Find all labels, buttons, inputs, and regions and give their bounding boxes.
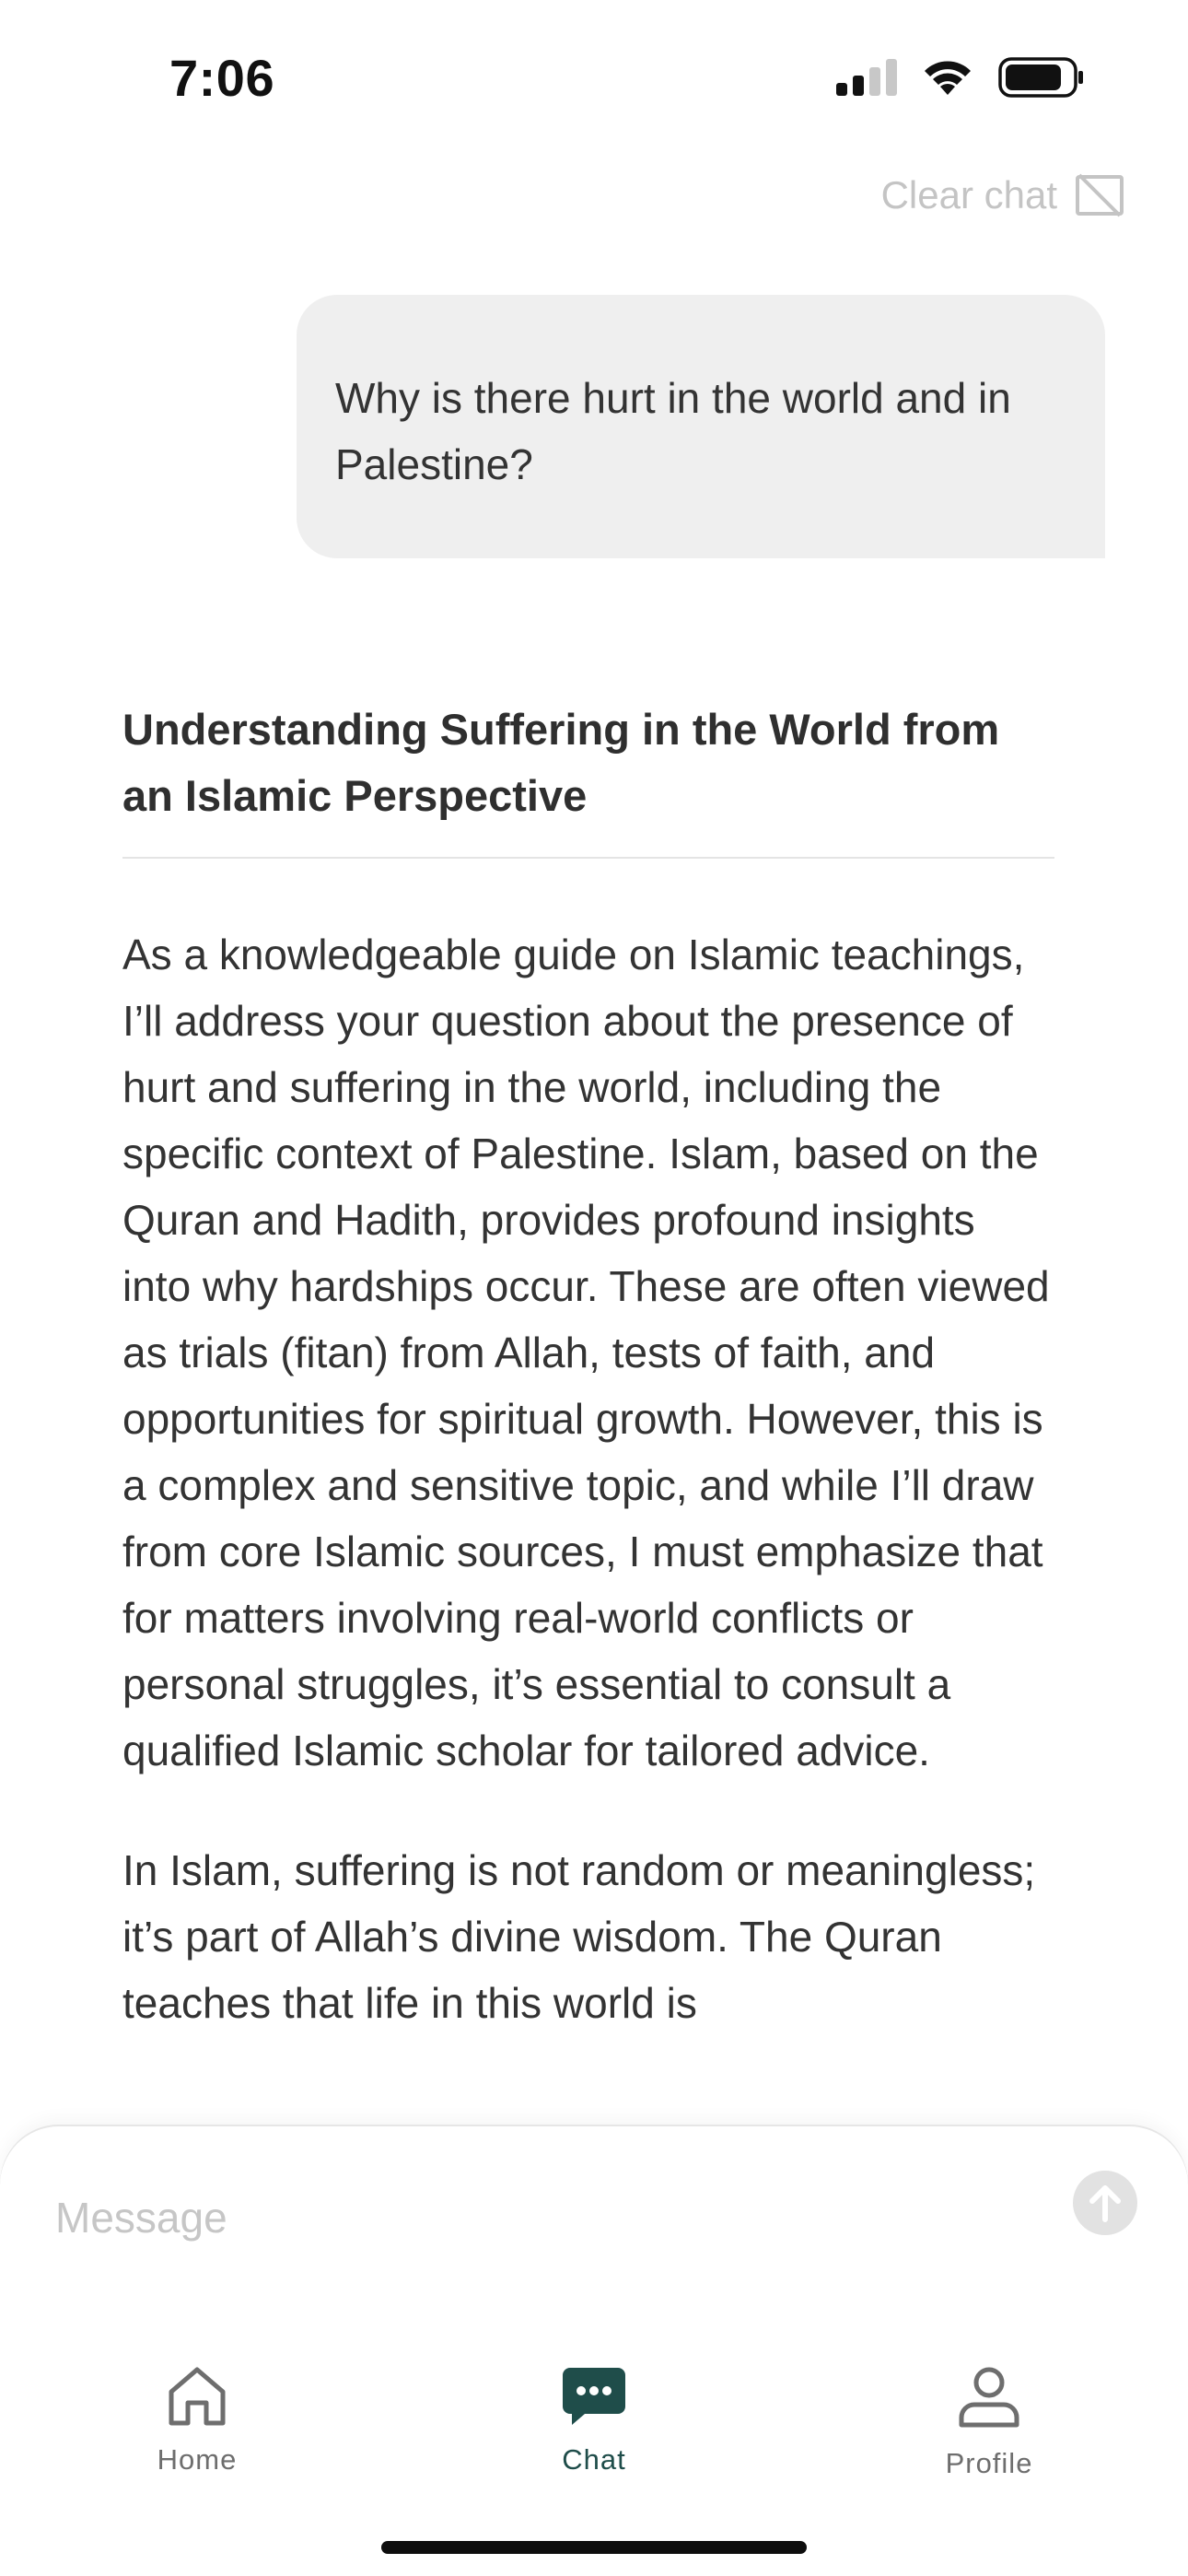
tab-profile-label: Profile (945, 2447, 1033, 2479)
tab-chat-label: Chat (562, 2443, 626, 2476)
response-heading: Understanding Suffering in the World from an Islamic Perspective (122, 705, 1000, 820)
chat-bubble-icon (561, 2364, 627, 2427)
message-input[interactable] (55, 2189, 1031, 2246)
house-icon (164, 2364, 230, 2427)
tab-bar (0, 2364, 1188, 2493)
tab-chat[interactable] (493, 2364, 695, 2476)
bottom-panel (0, 2126, 1188, 2576)
tab-home[interactable] (96, 2364, 298, 2476)
send-button[interactable] (1073, 2171, 1137, 2235)
tab-home-label: Home (157, 2443, 238, 2476)
assistant-response (122, 697, 1054, 2036)
clear-chat-label: Clear chat (880, 173, 1057, 217)
arrow-up-icon (1087, 2183, 1124, 2223)
person-icon (956, 2364, 1022, 2430)
battery-icon (998, 57, 1085, 98)
cellular-signal-icon (836, 59, 897, 96)
wifi-icon (921, 58, 974, 97)
message-off-icon (1074, 171, 1125, 219)
response-paragraph: In Islam, suffering is not random or meaningless; it’s part of Allah’s divine wisdom. The Quran teaches that life in this world is (122, 1846, 1036, 2027)
status-time: 7:06 (169, 49, 275, 107)
response-paragraph: As a knowledgeable guide on Islamic teachings, I’ll address your question about the presence of hurt and suffering in the world, including the specific context of Palestine. Islam, based on the Quran and Hadith, provides profound insights into why hardships occur. These are often viewed as trials (fitan) from Allah, tests of faith, and opportunities for spiritual growth. However, this is a complex and sensitive topic, and while I’ll draw from core Islamic sources, I must emphasize that for matters involving real-world conflicts or personal struggles, it’s essential to consult a qualified Islamic scholar for tailored advice. (122, 931, 1050, 1774)
status-icons (836, 57, 1085, 98)
clear-chat-button[interactable] (881, 171, 1125, 219)
home-indicator (381, 2541, 807, 2554)
tab-profile[interactable] (888, 2364, 1090, 2480)
user-message-bubble (297, 295, 1105, 558)
user-message-text: Why is there hurt in the world and in Palestine? (335, 374, 1011, 488)
heading-divider (122, 857, 1054, 859)
